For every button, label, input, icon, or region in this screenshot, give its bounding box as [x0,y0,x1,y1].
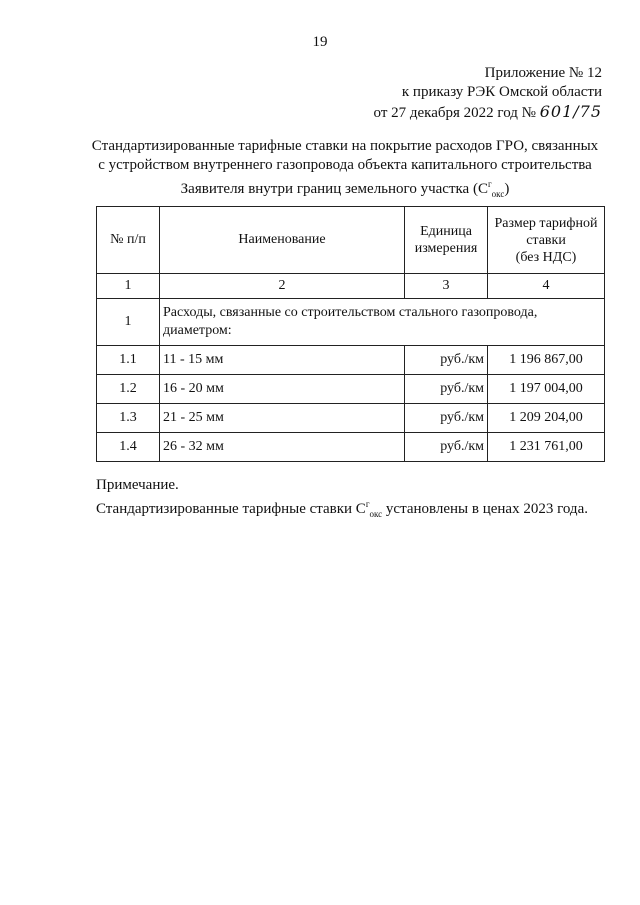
appendix-order-ref: к приказу РЭК Омской области [401,84,602,100]
document-title [80,137,610,204]
row-name: 21 - 25 мм [160,404,405,433]
row-value: 1 209 204,00 [488,404,605,433]
row-unit: руб./км [405,346,488,375]
group-text: Расходы, связанные со строительством стального газопровода, диаметром: [160,299,605,346]
row-value: 1 196 867,00 [488,346,605,375]
column-number: 1 [97,274,160,299]
row-unit: руб./км [405,433,488,462]
handwritten-order-number: 601/75 [539,102,602,121]
title-symbol-sub: окс [491,189,505,199]
note-section [96,476,588,524]
note-heading: Примечание. [96,477,179,493]
row-num: 1.4 [97,433,160,462]
header-unit [405,207,488,274]
title-line-3-text: Заявителя внутри границ земельного участка (С [180,181,488,197]
tariff-table [96,206,605,462]
header-unit-line-2: измерения [414,241,478,256]
header-size-line-2: ставки [526,232,566,248]
column-number: 4 [488,274,605,299]
note-symbol-sup: г [365,499,370,509]
column-number: 2 [160,274,405,299]
row-num: 1.1 [97,346,160,375]
row-unit: руб./км [405,375,488,404]
row-name: 16 - 20 мм [160,375,405,404]
title-line-2: с устройством внутреннего газопровода объекта капитального строительства [98,157,592,173]
column-number: 3 [405,274,488,299]
row-unit: руб./км [405,404,488,433]
group-row [97,299,605,346]
group-num: 1 [97,299,160,346]
note-text-prefix: Стандартизированные тарифные ставки С [96,501,366,517]
appendix-title: Приложение № 12 [484,65,602,81]
note-text-suffix: установлены в ценах 2023 года. [382,501,588,517]
table-header-row [97,207,605,274]
table-row [97,375,605,404]
header-name: Наименование [160,207,405,274]
title-line-1: Стандартизированные тарифные ставки на покрытие расходов ГРО, связанных [91,138,599,154]
note-text [96,495,588,524]
row-value: 1 231 761,00 [488,433,605,462]
appendix-order-date-text: от 27 декабря 2022 год № [373,105,536,121]
appendix-order-date [374,102,602,123]
header-unit-line-1: Единица [420,224,472,239]
table-row [97,346,605,375]
title-symbol-sup: г [487,179,492,189]
row-num: 1.2 [97,375,160,404]
title-line-3 [80,175,610,204]
row-value: 1 197 004,00 [488,375,605,404]
table-row [97,433,605,462]
row-name: 26 - 32 мм [160,433,405,462]
column-number-row [97,274,605,299]
header-size-line-3: (без НДС) [515,249,577,265]
header-size-line-1: Размер тарифной [494,215,598,231]
row-num: 1.3 [97,404,160,433]
note-symbol-sub: окс [369,509,383,519]
header-size [488,207,605,274]
table-row [97,404,605,433]
appendix-header [374,64,602,123]
row-name: 11 - 15 мм [160,346,405,375]
page-number: 19 [312,34,328,50]
title-line-3-suffix: ) [504,181,510,197]
header-num: № п/п [97,207,160,274]
